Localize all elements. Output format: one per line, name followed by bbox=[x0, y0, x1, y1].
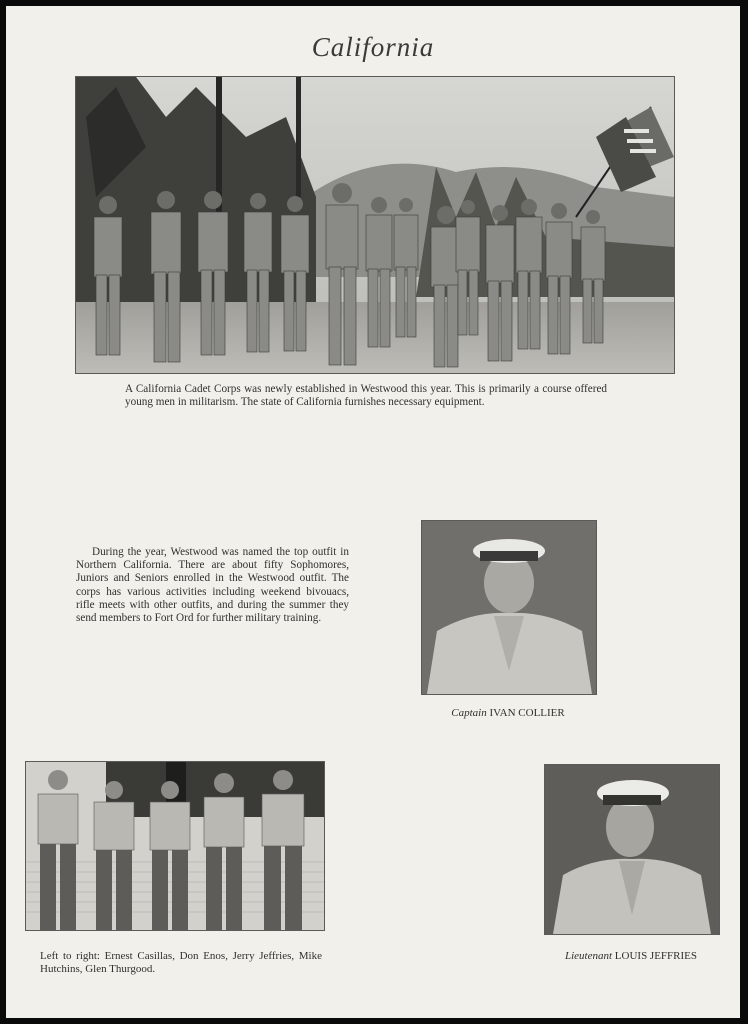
lieutenant-portrait-photo bbox=[544, 764, 720, 935]
captain-caption bbox=[421, 707, 595, 719]
cadet-formation-photo bbox=[75, 76, 675, 374]
corps-description: During the year, Westwood was named the top outfit in Northern California. There are about fifty Sophomores, Juniors and Seniors enrolled in the Westwood outfit. The corps has various activities including weekend bivouacs, rifle meets with other outfits, and during the summer they send members to Fort Ord for further military training. bbox=[76, 546, 349, 625]
five-cadets-photo bbox=[25, 761, 325, 931]
lieutenant-caption bbox=[544, 950, 718, 962]
captain-name: IVAN COLLIER bbox=[489, 707, 565, 719]
lieutenant-rank: Lieutenant bbox=[564, 950, 613, 962]
five-cadets-caption: Left to right: Ernest Casillas, Don Enos, Jerry Jeffries, Mike Hutchins, Glen Thurgood. bbox=[40, 950, 322, 975]
yearbook-page bbox=[6, 6, 740, 1018]
page-title: California bbox=[311, 32, 435, 62]
lieutenant-name: LOUIS JEFFRIES bbox=[614, 950, 698, 962]
captain-portrait-photo bbox=[421, 520, 597, 695]
captain-rank: Captain bbox=[451, 707, 487, 719]
formation-caption: A California Cadet Corps was newly established in Westwood this year. This is primarily a course offered young men in militarism. The state of California furnishes necessary equipment. bbox=[125, 383, 607, 409]
